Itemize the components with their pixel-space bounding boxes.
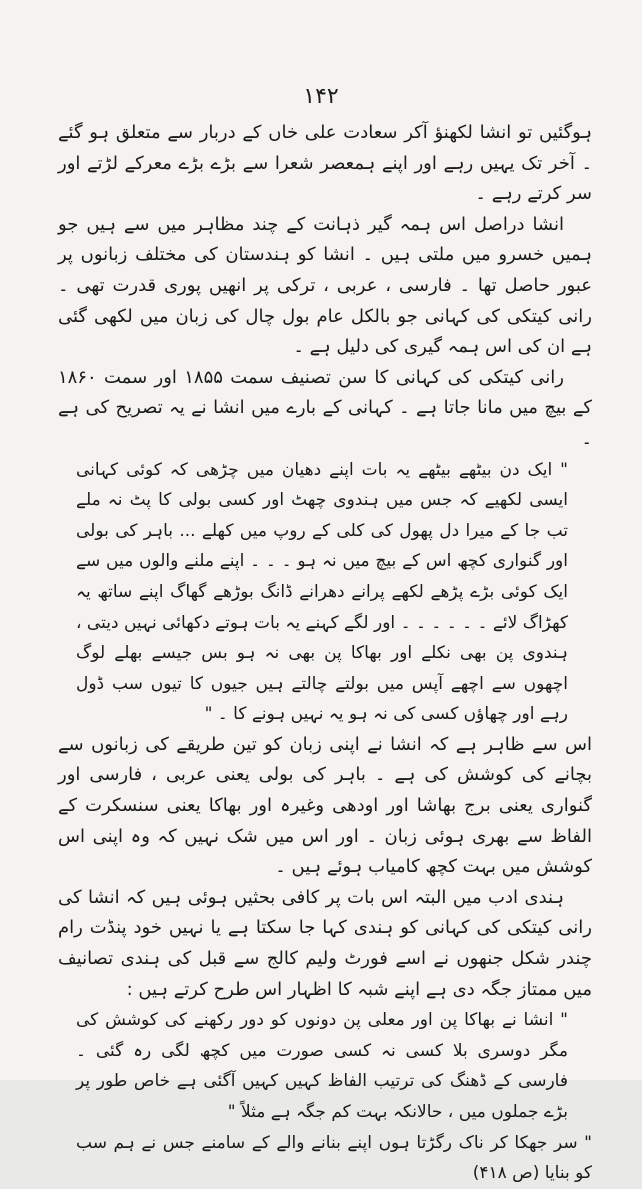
paragraph-2: انشا دراصل اس ہمہ گیر ذہانت کے چند مظاہر میں سے ہیں جو ہمیں خسرو میں ملتی ہیں ۔ انشا کو ہندستان کی مختلف زبانوں پر عبور حاصل تھا ۔ فارسی ، عربی ، ترکی پر انھیں پوری قدرت تھی ۔ رانی کیتکی کی کہانی جو بالکل عام بول چال کی زبان میں لکھی گئی ہے ان کی اس ہمہ گیری کی دلیل ہے ۔ xyxy=(58,213,592,358)
paragraph-3: رانی کیتکی کی کہانی کا سن تصنیف سمت ۱۸۵۵ اور سمت ۱۸۶۰ کے بیچ میں مانا جاتا ہے ۔ کہانی کے بارے میں انشا نے یہ تصریح کی ہے ۔ xyxy=(58,366,592,449)
page-number: ۱۴۲ xyxy=(303,84,339,109)
body-text xyxy=(58,118,592,1189)
paragraph-1: ہوگئیں تو انشا لکھنؤ آکر سعادت علی خاں کے دربار سے متعلق ہو گئے ۔ آخر تک یہیں رہے اور اپنے ہمعصر شعرا سے بڑے بڑے معرکے لڑتے اور سر کرتے رہے ۔ xyxy=(58,122,592,205)
block-quote-shukla: " انشا نے بھاکا پن اور معلی پن دونوں کو دور رکھنے کی کوشش کی مگر دوسری بلا کسی نہ کسی صورت میں کچھ لگی رہ گئی ۔ فارسی کے ڈھنگ کی ترتیب الفاظ کہیں کہیں آگئی ہے خاص طور پر بڑے جملوں میں ، حالانکہ بہت کم جگہ ہے مثلاً " xyxy=(76,1010,568,1122)
paragraph-5: ہندی ادب میں البتہ اس بات پر کافی بحثیں ہوئی ہیں کہ انشا کی رانی کیتکی کی کہانی کو ہندی کہا جا سکتا ہے یا نہیں خود پنڈت رام چندر شکل جنھوں نے اسے فورٹ ولیم کالج سے قبل کی ہندی تصانیف میں ممتاز جگہ دی ہے اپنے شبہ کا اظہار اس طرح کرتے ہیں : xyxy=(58,886,592,1000)
block-quote-insha: " ایک دن بیٹھے بیٹھے یہ بات اپنے دھیان میں چڑھی کہ کوئی کہانی ایسی لکھیے کہ جس میں ہندوی چھٹ اور کسی بولی کا پٹ نہ ملے تب جا کے میرا دل پھول کی کلی کے روپ میں کھلے ... باہر کی بولی اور گنواری کچھ اس کے بیچ میں نہ ہو ۔ ۔ ۔ اپنے ملنے والوں میں سے ایک کوئی بڑے پڑھے لکھے پرانے دھرانے ڈانگ بوڑھے گھاگ اپنے ساتھ یہ کھڑاگ لائے ۔ ۔ ۔ ۔ ۔ ۔ اور لگے کہنے یہ بات ہوتے دکھائی نہیں دیتی ، ہندوی پن بھی نکلے اور بھاکا پن بھی نہ ہو بس جیسے بھلے لوگ اچھوں سے اچھے آپس میں بولتے چالتے ہیں جیوں کا تیوں سب ڈول رہے اور چھاؤں کسی کی نہ ہو یہ نہیں ہونے کا ۔ " xyxy=(76,459,568,725)
paragraph-4: اس سے ظاہر ہے کہ انشا نے اپنی زبان کو تین طریقے کی زبانوں سے بچانے کی کوشش کی ہے ۔ باہر کی بولی یعنی عربی ، فارسی اور گنواری یعنی برج بھاشا اور اودھی وغیرہ اور بھاکا یعنی سنسکرت کے الفاظ سے بھری ہوئی زبان ۔ اور اس میں شک نہیں کہ وہ اپنی اس کوشش میں بہت کچھ کامیاب ہوئے ہیں ۔ xyxy=(58,733,592,878)
block-quote-example: " سر جھکا کر ناک رگڑتا ہوں اپنے بنانے والے کے سامنے جس نے ہم سب کو بنایا (ص ۴۱۸) xyxy=(76,1132,592,1184)
